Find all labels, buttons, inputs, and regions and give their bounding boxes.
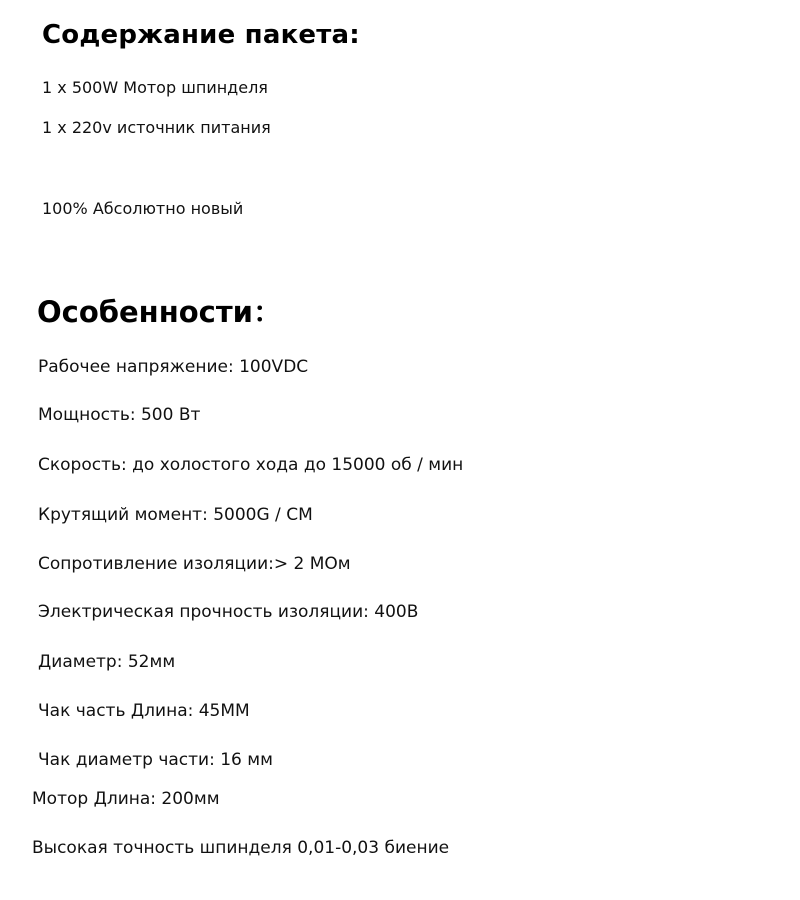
feature-item: Диаметр: 52мм [38, 652, 176, 672]
package-item: 1 x 500W Мотор шпинделя [42, 78, 268, 97]
feature-item: Рабочее напряжение: 100VDC [38, 357, 309, 377]
package-note: 100% Абсолютно новый [42, 199, 244, 218]
feature-item: Сопротивление изоляции:> 2 МОм [38, 554, 351, 574]
feature-item: Электрическая прочность изоляции: 400В [38, 602, 419, 622]
feature-item: Мощность: 500 Вт [38, 405, 201, 425]
feature-item: Мотор Длина: 200мм [32, 789, 220, 809]
package-section-title: Содержание пакета: [42, 20, 360, 50]
feature-item: Чак диаметр части: 16 мм [38, 750, 273, 770]
feature-item: Чак часть Длина: 45ММ [38, 701, 250, 721]
feature-item: Скорость: до холостого хода до 15000 об / мин [38, 455, 464, 475]
feature-item: Высокая точность шпинделя 0,01-0,03 биение [32, 838, 450, 858]
feature-item: Крутящий момент: 5000G / CM [38, 505, 313, 525]
package-item: 1 x 220v источник питания [42, 118, 271, 137]
features-section-title: Особенности： [37, 295, 282, 329]
